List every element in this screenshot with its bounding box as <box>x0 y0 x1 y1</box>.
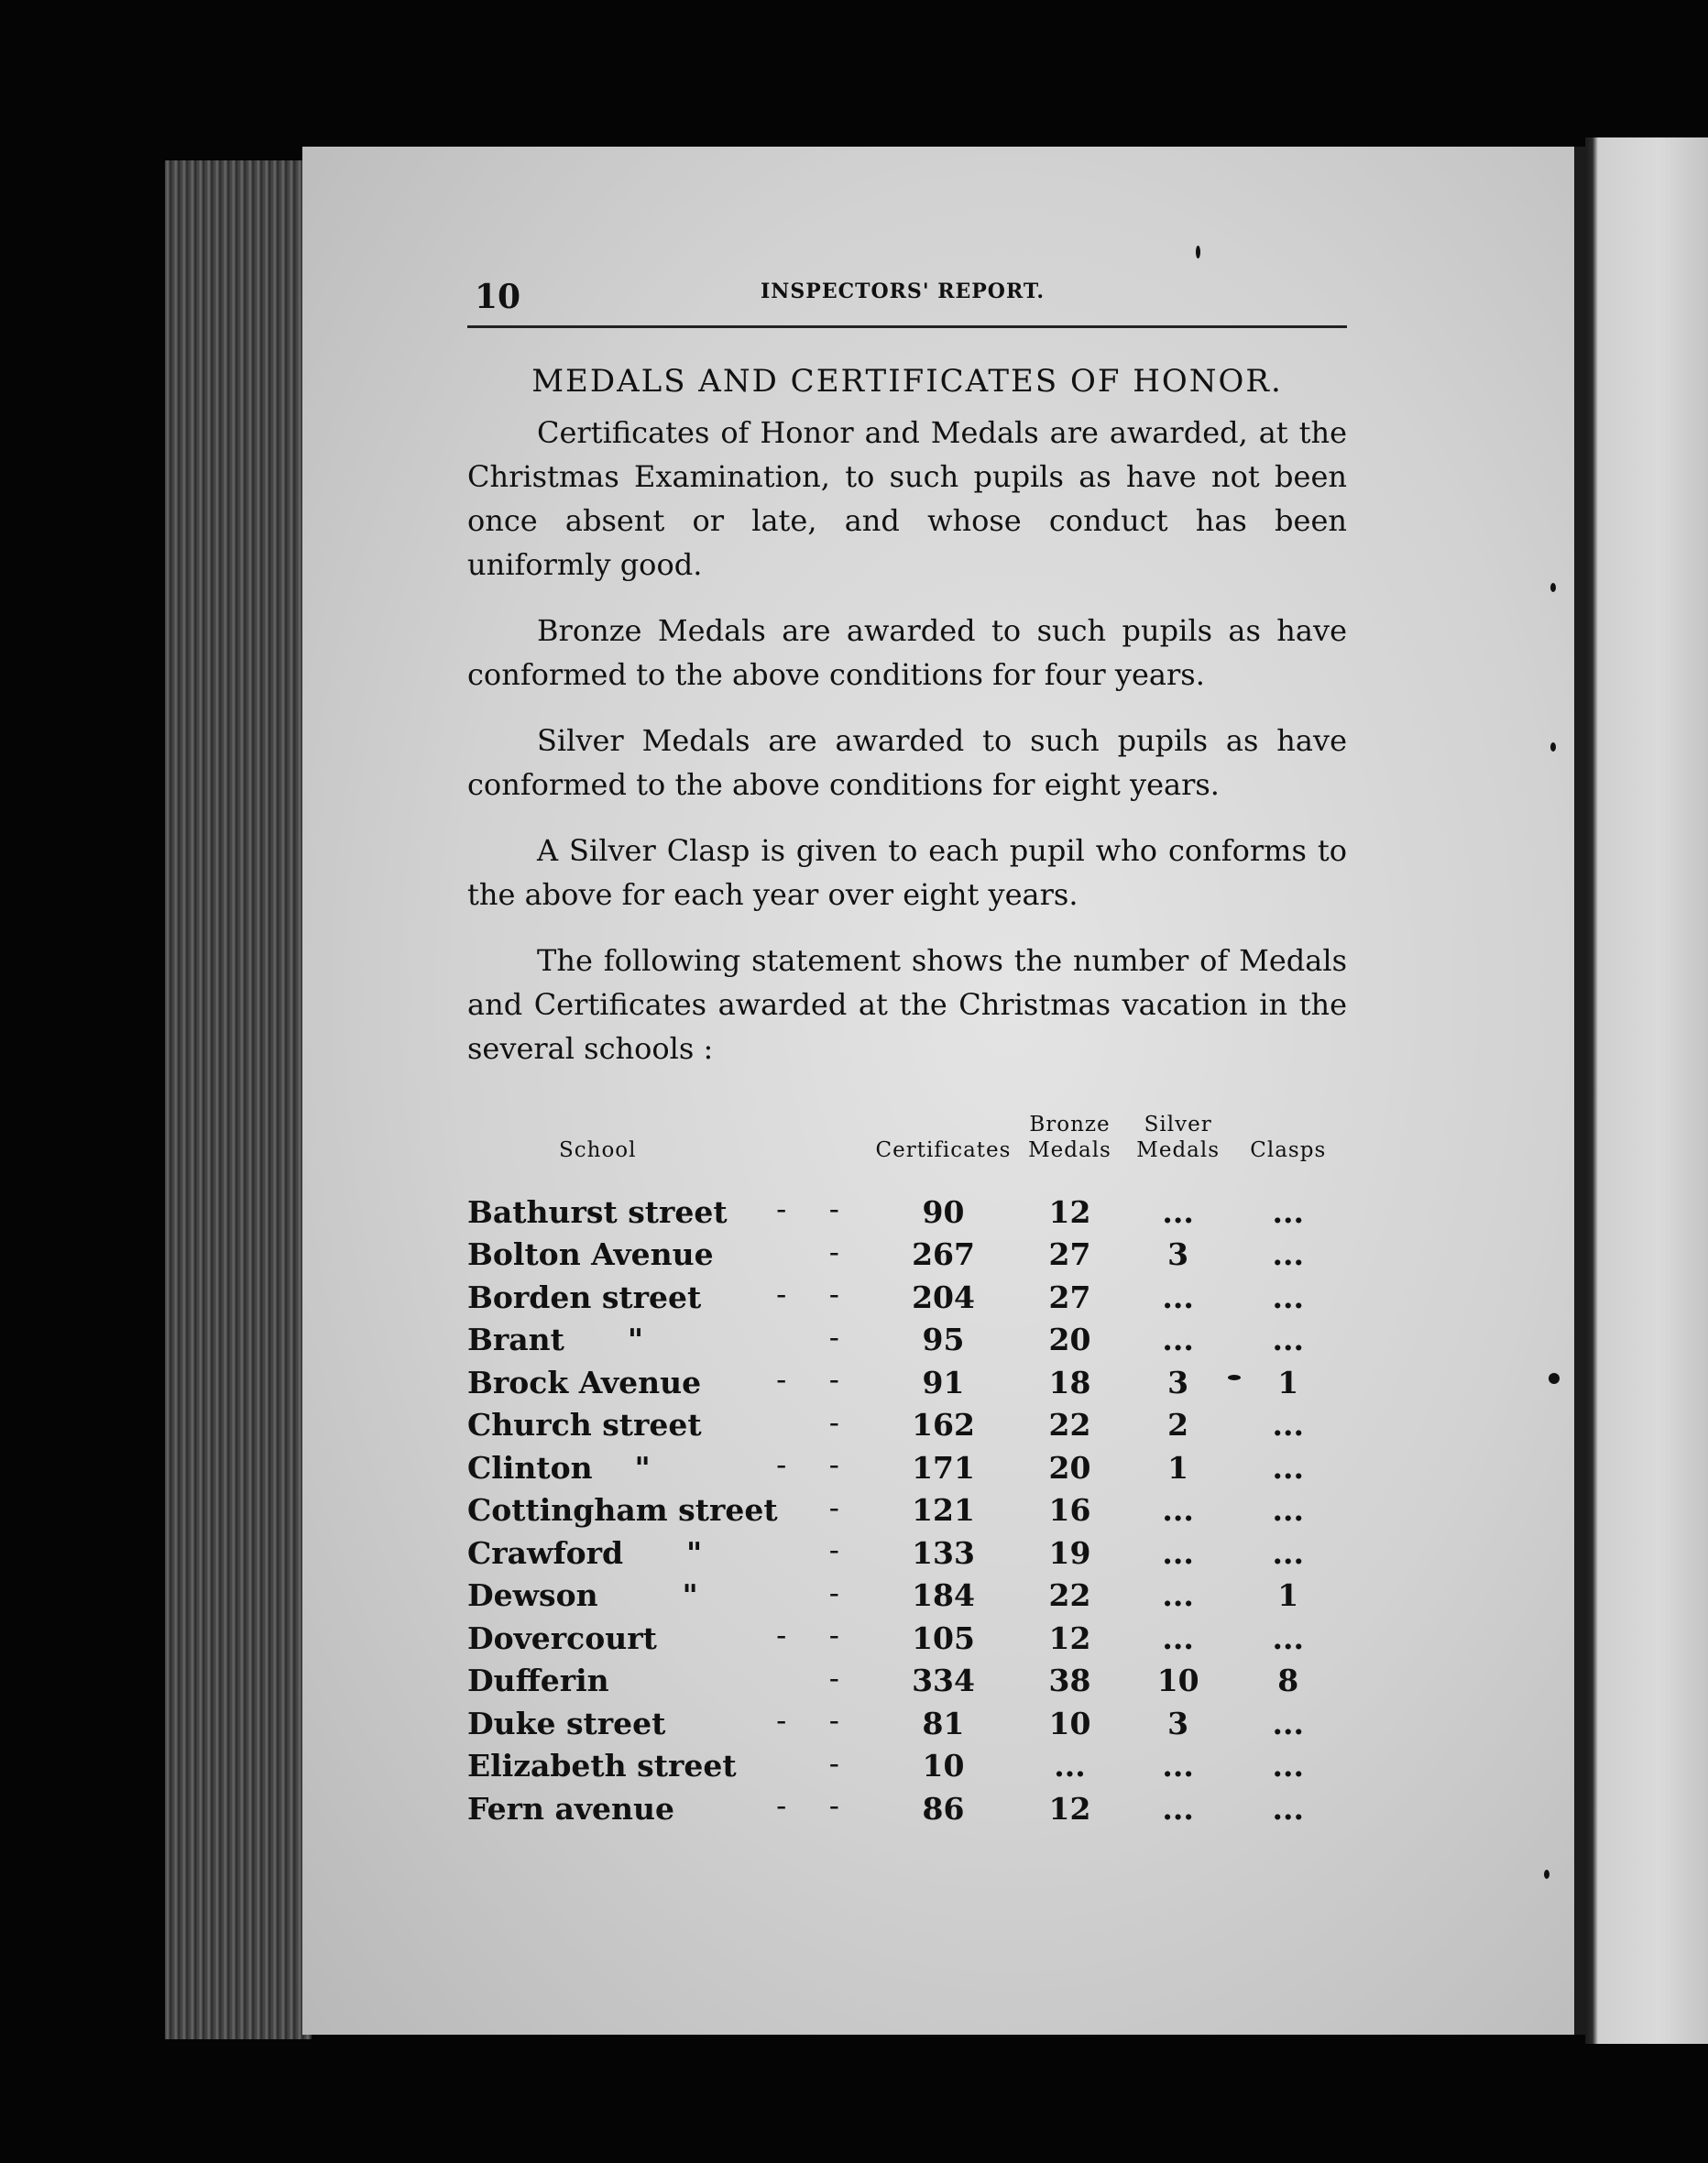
cell-silver-medals: ... <box>1162 1534 1194 1571</box>
leader-dashes: - <box>828 1318 856 1355</box>
cell-school <box>467 1361 874 1404</box>
cell-certificates: 91 <box>922 1364 965 1400</box>
cell-silver-medals: ... <box>1162 1322 1194 1358</box>
cell-certificates: 204 <box>912 1279 975 1315</box>
section-title: MEDALS AND CERTIFICATES OF HONOR. <box>531 363 1283 400</box>
cell-certificates: 90 <box>922 1193 965 1230</box>
school-name: Elizabeth street <box>467 1748 737 1784</box>
cell-silver-medals: 1 <box>1167 1449 1189 1486</box>
cell-certificates: 162 <box>912 1407 975 1444</box>
cell-bronze-medals: 18 <box>1048 1364 1091 1400</box>
table-row <box>467 1532 1347 1575</box>
leader-dashes: - <box>828 1532 856 1567</box>
cell-certificates: 171 <box>912 1449 975 1486</box>
cell-school <box>467 1319 874 1362</box>
cell-school <box>467 1745 874 1788</box>
cell-silver-medals: ... <box>1162 1620 1194 1656</box>
cell-bronze-medals: ... <box>1054 1748 1086 1784</box>
cell-school <box>467 1702 874 1745</box>
cell-bronze-medals: 38 <box>1048 1663 1091 1699</box>
school-name: Crawford " <box>467 1534 703 1571</box>
cell-school <box>467 1489 874 1532</box>
facing-page-edge <box>1585 137 1708 2044</box>
awards-table <box>467 1111 1347 1830</box>
cell-school <box>467 1532 874 1575</box>
table-row <box>467 1745 1347 1788</box>
cell-bronze-medals: 19 <box>1048 1534 1091 1571</box>
cell-bronze-medals: 27 <box>1048 1279 1091 1315</box>
cell-bronze-medals: 12 <box>1048 1620 1091 1656</box>
book-page-edges <box>165 160 312 2039</box>
leader-dashes: - <box>828 1488 856 1525</box>
table-header-row <box>467 1111 1347 1191</box>
table-row <box>467 1787 1347 1830</box>
cell-clasps: ... <box>1272 1534 1304 1571</box>
table-row <box>467 1319 1347 1362</box>
cell-school <box>467 1276 874 1319</box>
table-row <box>467 1234 1347 1277</box>
cell-certificates: 10 <box>922 1748 965 1784</box>
cell-school <box>467 1617 874 1660</box>
cell-school <box>467 1234 874 1277</box>
school-name: Dovercourt <box>467 1620 657 1656</box>
leader-dashes: - <box>828 1574 856 1610</box>
cell-certificates: 267 <box>912 1236 975 1273</box>
cell-certificates: 105 <box>912 1620 975 1656</box>
cell-clasps: ... <box>1272 1748 1304 1784</box>
school-name: Bathurst street <box>467 1193 728 1230</box>
school-name: Dufferin <box>467 1663 609 1699</box>
leader-dashes: - <box>828 1403 856 1440</box>
leader-dashes: - <box>828 1659 856 1696</box>
scan-speck <box>1550 742 1556 752</box>
table-row <box>467 1404 1347 1447</box>
cell-school <box>467 1787 874 1830</box>
cell-school <box>467 1404 874 1447</box>
leader-dashes: - - <box>776 1361 856 1397</box>
leader-dashes: - <box>828 1744 856 1781</box>
school-name: Cottingham street <box>467 1492 778 1529</box>
cell-clasps: 8 <box>1277 1663 1299 1699</box>
cell-certificates: 184 <box>912 1577 975 1614</box>
table-row <box>467 1489 1347 1532</box>
cell-bronze-medals: 12 <box>1048 1193 1091 1230</box>
paragraph-silver: Silver Medals are awarded to such pupils as have conformed to the above conditions for eight years. <box>467 723 1347 802</box>
cell-silver-medals: 3 <box>1167 1364 1189 1400</box>
header-bronze-line1: Bronze <box>1029 1113 1111 1136</box>
header-silver-medals <box>1127 1111 1230 1191</box>
header-clasps: Clasps <box>1250 1138 1327 1162</box>
school-name: Bolton Avenue <box>467 1236 714 1273</box>
school-name: Clinton " <box>467 1449 651 1486</box>
cell-school <box>467 1660 874 1703</box>
cell-certificates: 86 <box>922 1790 965 1827</box>
leader-dashes: - - <box>776 1191 856 1226</box>
cell-certificates: 121 <box>912 1492 975 1529</box>
cell-silver-medals: ... <box>1162 1193 1194 1230</box>
cell-clasps: ... <box>1272 1193 1304 1230</box>
running-header <box>467 261 1347 328</box>
cell-clasps: 1 <box>1277 1577 1299 1614</box>
cell-clasps: ... <box>1272 1236 1304 1273</box>
paragraph-statement: The following statement shows the number of Medals and Certificates awarded at the Christmas vacation in the several schools : <box>467 943 1347 1066</box>
cell-bronze-medals: 10 <box>1048 1705 1091 1741</box>
school-name: Brant " <box>467 1322 644 1358</box>
cell-bronze-medals: 12 <box>1048 1790 1091 1827</box>
school-name: Duke street <box>467 1705 666 1741</box>
cell-certificates: 334 <box>912 1663 975 1699</box>
header-school: School <box>559 1138 637 1162</box>
cell-bronze-medals: 20 <box>1048 1449 1091 1486</box>
cell-clasps: ... <box>1272 1620 1304 1656</box>
cell-clasps: ... <box>1272 1705 1304 1741</box>
cell-silver-medals: ... <box>1162 1577 1194 1614</box>
table-row <box>467 1446 1347 1489</box>
school-name: Borden street <box>467 1279 702 1315</box>
school-name: Dewson " <box>467 1577 698 1614</box>
cell-clasps: ... <box>1272 1790 1304 1827</box>
header-silver-line1: Silver <box>1144 1113 1212 1136</box>
cell-bronze-medals: 27 <box>1048 1236 1091 1273</box>
table-row <box>467 1361 1347 1404</box>
cell-school <box>467 1446 874 1489</box>
scan-speck <box>1544 1870 1549 1879</box>
table-body <box>467 1191 1347 1830</box>
cell-school <box>467 1575 874 1618</box>
school-name: Church street <box>467 1407 702 1444</box>
cell-silver-medals: ... <box>1162 1790 1194 1827</box>
cell-silver-medals: 2 <box>1167 1407 1189 1444</box>
cell-clasps: ... <box>1272 1492 1304 1529</box>
table-row <box>467 1702 1347 1745</box>
paragraph-certificates: Certificates of Honor and Medals are awarded, at the Christmas Examination, to such pupils as have not been once absent or late, and whose conduct has been uniformly good. <box>467 415 1347 582</box>
table-row <box>467 1660 1347 1703</box>
cell-silver-medals: ... <box>1162 1279 1194 1315</box>
cell-certificates: 81 <box>922 1705 965 1741</box>
page-number: 10 <box>475 278 521 316</box>
cell-bronze-medals: 16 <box>1048 1492 1091 1529</box>
paragraph-bronze: Bronze Medals are awarded to such pupils as have conformed to the above conditions for four years. <box>467 613 1347 692</box>
cell-silver-medals: ... <box>1162 1492 1194 1529</box>
cell-certificates: 133 <box>912 1534 975 1571</box>
table-row <box>467 1617 1347 1660</box>
cell-school <box>467 1191 874 1234</box>
table-row <box>467 1191 1347 1234</box>
school-name: Fern avenue <box>467 1790 675 1827</box>
header-bronze-line2: Medals <box>1028 1138 1111 1162</box>
leader-dashes: - - <box>776 1787 856 1823</box>
leader-dashes: - <box>828 1233 856 1269</box>
leader-dashes: - - <box>776 1446 856 1482</box>
leader-dashes: - - <box>776 1617 856 1652</box>
leader-dashes: - - <box>776 1276 856 1312</box>
header-certificates: Certificates <box>875 1138 1012 1162</box>
cell-bronze-medals: 22 <box>1048 1577 1091 1614</box>
school-name: Brock Avenue <box>467 1364 702 1400</box>
cell-clasps: ... <box>1272 1279 1304 1315</box>
cell-clasps: ... <box>1272 1322 1304 1358</box>
leader-dashes: - - <box>776 1702 856 1738</box>
cell-bronze-medals: 22 <box>1048 1407 1091 1444</box>
table-row <box>467 1276 1347 1319</box>
page-content <box>467 261 1347 1830</box>
table-row <box>467 1575 1347 1618</box>
header-bronze-medals <box>1013 1111 1127 1191</box>
cell-clasps: 1 <box>1277 1364 1299 1400</box>
paragraph-clasp: A Silver Clasp is given to each pupil who conforms to the above for each year over eight years. <box>467 833 1347 912</box>
cell-clasps: ... <box>1272 1449 1304 1486</box>
cell-silver-medals: 3 <box>1167 1236 1189 1273</box>
cell-silver-medals: 3 <box>1167 1705 1189 1741</box>
header-silver-line2: Medals <box>1136 1138 1221 1162</box>
cell-clasps: ... <box>1272 1407 1304 1444</box>
scan-speck <box>1228 1375 1241 1380</box>
cell-certificates: 95 <box>922 1322 965 1358</box>
scan-speck <box>1550 583 1556 592</box>
scan-speck <box>1196 246 1200 258</box>
cell-silver-medals: 10 <box>1156 1663 1199 1699</box>
running-head: INSPECTORS' REPORT. <box>761 280 1046 303</box>
cell-silver-medals: ... <box>1162 1748 1194 1784</box>
scan-speck <box>1549 1373 1560 1384</box>
cell-bronze-medals: 20 <box>1048 1322 1091 1358</box>
